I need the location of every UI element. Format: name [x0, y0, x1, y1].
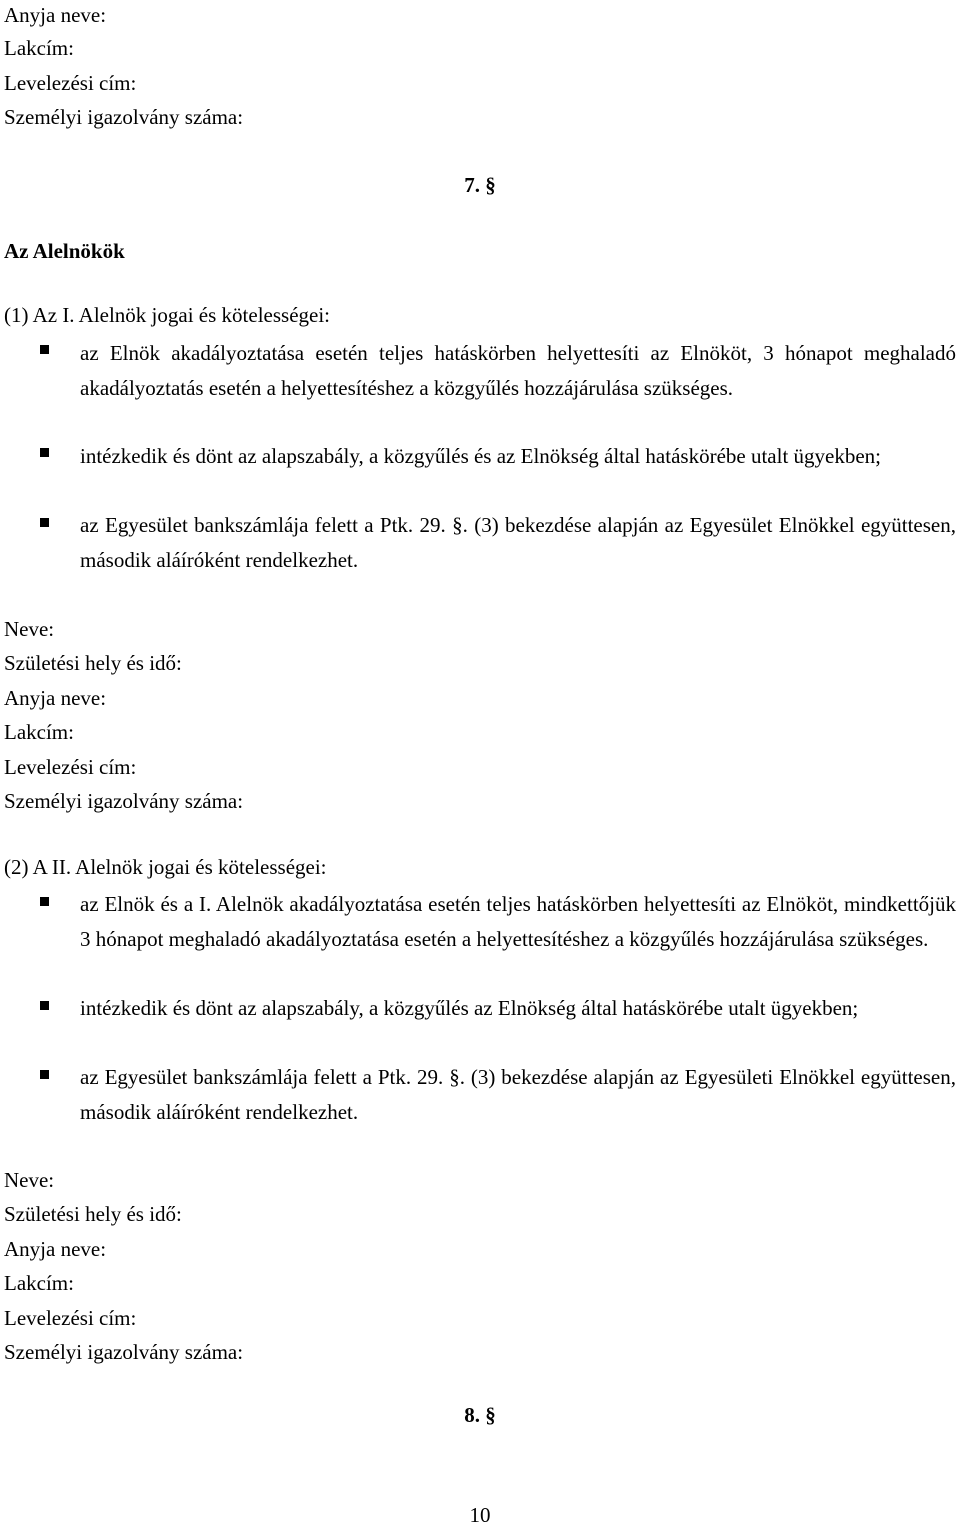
para-2-bullet-2: intézkedik és dönt az alapszabály, a közgyűlés az Elnökség által hatáskörébe utalt ügyekben; [80, 996, 859, 1020]
para-1-bullet-1: az Elnök akadályoztatása esetén teljes hatáskörben helyettesíti az Elnököt, 3 hónapot meghaladó akadályoztatás esetén a helyettesítéshez a közgyűlés hozzájárulása szükséges. [80, 341, 956, 400]
para-1-bullet-2: intézkedik és dönt az alapszabály, a közgyűlés és az Elnökség által hatáskörébe utalt ügyekben; [80, 444, 882, 468]
field-birth-place-date: Születési hely és idő: [4, 1202, 182, 1226]
section-8-number: 8. § [464, 1403, 496, 1427]
field-id-number: Személyi igazolvány száma: [4, 105, 244, 129]
field-address: Lakcím: [4, 36, 74, 60]
para-1-bullet-3: az Egyesület bankszámlája felett a Ptk. 29. §. (3) bekezdése alapján az Egyesület Elnökkel együttesen, második aláíróként rendelkezhet. [80, 513, 956, 572]
field-address: Lakcím: [4, 1271, 74, 1295]
page-number: 10 [469, 1503, 491, 1527]
bullet-marker [40, 518, 49, 527]
field-mailing-address: Levelezési cím: [4, 1306, 137, 1330]
field-address: Lakcím: [4, 720, 74, 744]
para-2-bullet-1: az Elnök és a I. Alelnök akadályoztatása esetén teljes hatáskörben helyettesíti az Elnököt, mindkettőjük 3 hónapot meghaladó akadályoztatása esetén a helyettesítéshez a közgyűlés hozzájárulása szükséges. [80, 892, 956, 951]
field-mother-name: Anyja neve: [4, 3, 107, 27]
bullet-marker [40, 1070, 49, 1079]
bullet-marker [40, 1001, 49, 1010]
bullet-marker [40, 448, 49, 457]
bullet-marker [40, 345, 49, 354]
field-birth-place-date: Születési hely és idő: [4, 651, 182, 675]
bullet-marker [40, 897, 49, 906]
field-id-number: Személyi igazolvány száma: [4, 789, 244, 813]
field-name: Neve: [4, 1168, 55, 1192]
section-7-title: Az Alelnökök [4, 239, 125, 263]
field-mailing-address: Levelezési cím: [4, 71, 137, 95]
field-mother-name: Anyja neve: [4, 686, 107, 710]
field-mailing-address: Levelezési cím: [4, 755, 137, 779]
para-1-intro: (1) Az I. Alelnök jogai és kötelességei: [4, 303, 331, 327]
field-mother-name: Anyja neve: [4, 1237, 107, 1261]
para-2-intro: (2) A II. Alelnök jogai és kötelességei: [4, 855, 327, 879]
field-id-number: Személyi igazolvány száma: [4, 1340, 244, 1364]
field-name: Neve: [4, 617, 55, 641]
section-7-number: 7. § [464, 173, 496, 197]
para-2-bullet-3: az Egyesület bankszámlája felett a Ptk. 29. §. (3) bekezdése alapján az Egyesületi Elnökkel együttesen, második aláíróként rendelkezhet. [80, 1065, 956, 1124]
